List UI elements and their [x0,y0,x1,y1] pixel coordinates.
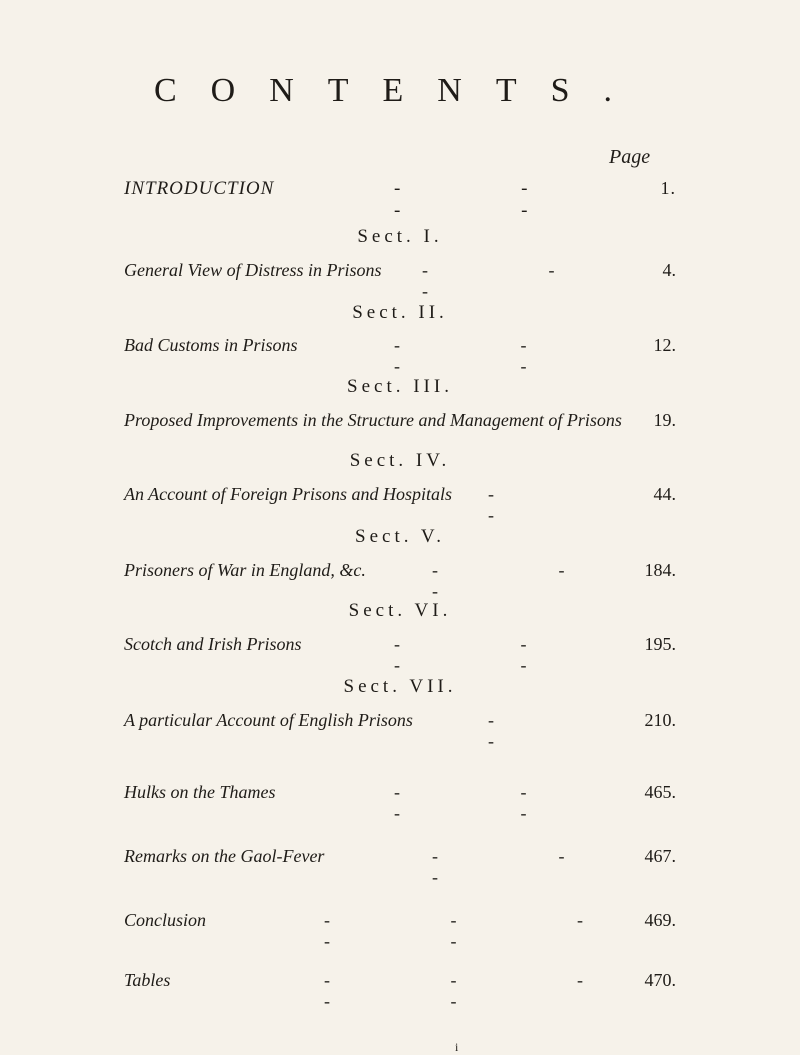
leader-dashes: - - - - [394,782,585,823]
toc-entry-label: Hulks on the Thames [124,782,276,802]
toc-entry-label: Remarks on the Gaol-Fever [124,846,325,866]
toc-page-number: 44. [653,484,676,504]
toc-page-number: 4. [662,260,676,280]
leader-dashes: - - [488,484,552,525]
section-heading: Sect. III. [347,376,453,397]
toc-page-number: 1. [660,178,676,198]
toc-page-number: 469. [644,910,676,930]
toc-page-number: 12. [653,335,676,355]
toc-entry-label: Proposed Improvements in the Structure and Management of Prisons [124,410,622,430]
toc-page-number: 184. [644,560,676,580]
toc-page-number: 467. [644,846,676,866]
toc-entry [124,484,676,525]
toc-entry [124,910,676,951]
leader-dashes: - - - [432,846,623,887]
page-title: CONTENTS. [153,72,647,109]
leader-dashes: - - - - [394,634,585,675]
toc-entry-label: INTRODUCTION [124,178,275,199]
toc-entry-label: Tables [124,970,171,990]
section-heading: Sect. VII. [343,676,457,697]
toc-entry-label: An Account of Foreign Prisons and Hospitals [124,484,452,504]
toc-entry-label: A particular Account of English Prisons [124,710,413,730]
toc-page-number: 195. [644,634,676,654]
section-heading: Sect. V. [355,526,445,547]
section-heading: Sect. IV. [349,450,451,471]
toc-entry-label: Conclusion [124,910,207,930]
toc-entry [124,560,676,601]
leader-dashes: - - - - [394,335,585,376]
toc-entry-label: Bad Customs in Prisons [124,335,298,355]
leader-dashes: - - - - [394,178,586,221]
toc-page-number: 465. [644,782,676,802]
leader-dashes: - - - [432,560,623,601]
toc-page-number: 470. [644,970,676,990]
page-column-heading: Page [609,146,651,168]
leader-dashes: - - - [422,260,613,301]
section-heading: Sect. II. [352,302,448,323]
toc-entry [124,970,676,1011]
signature-mark: i [455,1040,459,1054]
toc-page-number: 19. [653,410,676,430]
toc-entry-introduction [124,178,676,221]
leader-dashes: - - - - - [324,970,641,1011]
toc-entry [124,782,676,823]
section-heading: Sect. VI. [348,600,452,621]
toc-entry [124,410,676,431]
leader-dashes: - - [488,710,552,751]
toc-entry [124,335,676,376]
toc-entry [124,634,676,675]
toc-entry-label: General View of Distress in Prisons [124,260,382,280]
section-heading: Sect. I. [357,226,443,247]
toc-entry [124,710,676,751]
toc-page-number: 210. [644,710,676,730]
toc-entry-label: Scotch and Irish Prisons [124,634,302,654]
toc-entry [124,846,676,887]
toc-entry [124,260,676,301]
leader-dashes: - - - - - [324,910,641,951]
toc-entry-label: Prisoners of War in England, &c. [124,560,366,580]
